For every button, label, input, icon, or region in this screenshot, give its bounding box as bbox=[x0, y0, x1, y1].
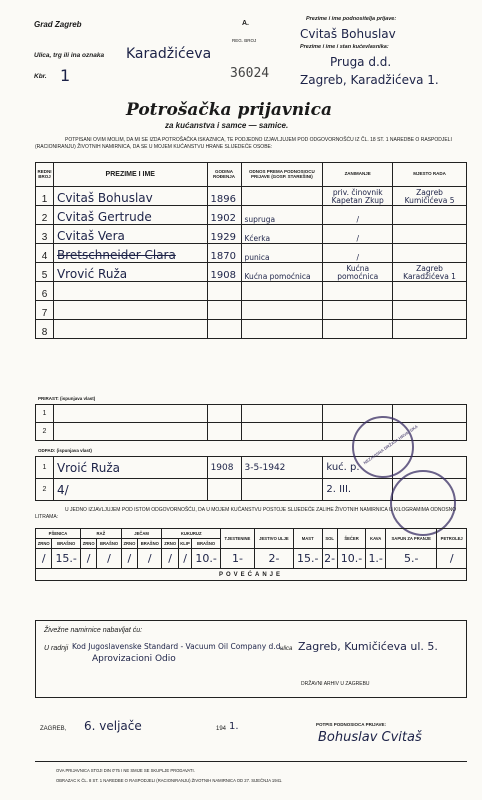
food-value: / bbox=[97, 549, 121, 569]
person-row bbox=[36, 282, 467, 301]
person-row bbox=[36, 320, 467, 339]
odpad-date: 3-5-1942 bbox=[241, 457, 323, 479]
prirast-row-number: 1 bbox=[36, 405, 54, 423]
person-relation: supruga bbox=[241, 206, 323, 225]
food-value: / bbox=[178, 549, 191, 569]
person-number: 6 bbox=[36, 282, 54, 301]
col-header-year: GODINA ROĐENJA bbox=[207, 163, 241, 187]
reg-label: REG. BROJ bbox=[232, 38, 257, 43]
col-header-name: PREZIME I IME bbox=[53, 163, 207, 187]
shop-label: U radnji bbox=[44, 645, 69, 652]
food-sub-header: KLIP bbox=[178, 539, 191, 549]
street-label: Ulica, trg ili ina oznaka bbox=[34, 52, 105, 59]
odpad-row-number: 2 bbox=[36, 479, 54, 501]
odpad-label: ODPAD: (ispunjava vlast) bbox=[38, 448, 92, 453]
owner-address: Zagreb, Karadžićeva 1. bbox=[300, 73, 439, 87]
food-value: / bbox=[162, 549, 178, 569]
person-number: 5 bbox=[36, 263, 54, 282]
street-value: Karadžićeva bbox=[126, 46, 212, 62]
person-occupation: / bbox=[323, 225, 393, 244]
odpad-row-number: 1 bbox=[36, 457, 54, 479]
food-value: 2- bbox=[322, 549, 337, 569]
person-workplace: Zagreb Karadžićeva 1 bbox=[393, 263, 467, 282]
intro-text: POTPISANI OVIM MOLIM, DA MI SE IZDA POTROŠAČKA ISKAZNICA, TE PODJEDNO IZJAVLJUJEM POD ODGOVORNOŠĆU IZ ČL. 18 ST. 1 NAREDBE O RASPODJELI (RACIONIRANJU) ŽIVOTNIH NAMIRNICA, DA SE U MOJEM KUĆANSTVU HRANE SLIJEDEĆE OSOBE: bbox=[35, 137, 452, 150]
food-value: 2- bbox=[255, 549, 294, 569]
supplier-street-label: ulica bbox=[280, 646, 293, 652]
food-sub-header: ZRNO bbox=[162, 539, 178, 549]
person-workplace bbox=[393, 282, 467, 301]
owner-value: Pruga d.d. bbox=[330, 55, 392, 69]
persons-table bbox=[35, 162, 467, 339]
person-birth-year: 1902 bbox=[207, 206, 241, 225]
person-birth-year: 1929 bbox=[207, 225, 241, 244]
person-name: Vrović Ruža bbox=[53, 263, 207, 282]
food-group-header: RAŽ bbox=[80, 529, 121, 539]
food-group-header: JESTIVO ULJE bbox=[255, 529, 294, 549]
city-label: Grad Zagreb bbox=[34, 20, 82, 29]
person-birth-year: 1870 bbox=[207, 244, 241, 263]
food-value: / bbox=[36, 549, 52, 569]
food-group-header: KAVA bbox=[366, 529, 386, 549]
form-title: Potrošačka prijavnica bbox=[126, 100, 332, 120]
submitter-value: Cvitaš Bohuslav bbox=[300, 27, 396, 41]
food-value: / bbox=[121, 549, 137, 569]
person-relation: punica bbox=[241, 244, 323, 263]
food-group-header: JEČAM bbox=[121, 529, 162, 539]
person-workplace bbox=[393, 244, 467, 263]
person-birth-year bbox=[207, 301, 241, 320]
footer-divider bbox=[35, 761, 467, 762]
food-group-header: KUKURUZ bbox=[162, 529, 220, 539]
odpad-note-2: 2. III. bbox=[323, 479, 393, 501]
kbr-value: 1 bbox=[60, 66, 71, 85]
person-number: 2 bbox=[36, 206, 54, 225]
statement-text: U JEDNO IZJAVLJUJEM POD ISTOM ODGOVORNOŠĆU, DA U MOJEM KUĆANSTVU POSTOJE SLIJEDEĆE ZALIHE ŽIVOTNIH NAMIRNICA U KILOGRAMIMA ODNOSNO LITRAMA: bbox=[35, 507, 457, 520]
food-sub-header: BRAŠNO bbox=[192, 539, 221, 549]
footer-note-1: OVA PRIJAVNICA STOJI DIN 0'75 I NE SMIJE SE SKUPLJE PRODAVATI. bbox=[56, 768, 195, 773]
col-header-number: REDNI BROJ bbox=[36, 163, 54, 187]
shop-value: Kod Jugoslavenske Standard - Vacuum Oil Company d.d. bbox=[72, 642, 283, 651]
footer-note-2: OBRAZAC K ČL. 8 ST. 1 NAREDBE O RASPODJELI (RACIONIRANJU) ŽIVOTNIH NAMIRNICA OD 27. SIJEČNJA 1941. bbox=[56, 778, 283, 783]
submitter-label: Prezime i ime podnositelja prijave: bbox=[306, 16, 397, 22]
person-number: 1 bbox=[36, 187, 54, 206]
food-value: 15.- bbox=[293, 549, 322, 569]
food-value: 10.- bbox=[337, 549, 366, 569]
person-name: Cvitaš Gertrude bbox=[53, 206, 207, 225]
supplier-label: Živežne namirnice nabavljat ću: bbox=[44, 627, 143, 634]
official-stamp bbox=[352, 416, 419, 478]
footer-date: 6. veljače bbox=[84, 719, 142, 733]
food-value: / bbox=[138, 549, 162, 569]
person-relation bbox=[241, 320, 323, 339]
person-occupation bbox=[323, 282, 393, 301]
food-table bbox=[35, 528, 467, 581]
person-relation bbox=[241, 187, 323, 206]
food-value: 1- bbox=[220, 549, 254, 569]
person-workplace bbox=[393, 320, 467, 339]
supplier-box bbox=[35, 620, 467, 698]
food-sub-header: BRAŠNO bbox=[138, 539, 162, 549]
stamp-text: NEZAVISNA DRŽAVA HRVATSKA bbox=[362, 423, 419, 466]
food-sub-header: ZRNO bbox=[36, 539, 52, 549]
person-relation: Kućna pomoćnica bbox=[241, 263, 323, 282]
person-birth-year: 1908 bbox=[207, 263, 241, 282]
person-workplace bbox=[393, 225, 467, 244]
person-occupation: / bbox=[323, 206, 393, 225]
food-group-header: PETROLEJ bbox=[437, 529, 467, 549]
food-sub-header: ZRNO bbox=[80, 539, 96, 549]
person-workplace bbox=[393, 301, 467, 320]
person-name bbox=[53, 320, 207, 339]
person-row bbox=[36, 263, 467, 282]
person-relation bbox=[241, 301, 323, 320]
footer-year: 194 bbox=[216, 726, 227, 732]
prirast-row-number: 2 bbox=[36, 423, 54, 441]
person-row bbox=[36, 244, 467, 263]
person-workplace bbox=[393, 206, 467, 225]
prirast-label: PRIRAST: (ispunjava vlast) bbox=[38, 396, 96, 401]
food-group-header: SAPUN ZA PRANJE bbox=[386, 529, 437, 549]
food-footer: POVEĆANJE bbox=[36, 569, 467, 581]
col-header-workplace: MJESTO RADA bbox=[393, 163, 467, 187]
person-number: 3 bbox=[36, 225, 54, 244]
person-row bbox=[36, 206, 467, 225]
person-row bbox=[36, 225, 467, 244]
food-group-header: TJESTENINE bbox=[220, 529, 254, 549]
person-occupation: priv. činovnik Kapetan Zkup bbox=[323, 187, 393, 206]
person-workplace: Zagreb Kumičićeva 5 bbox=[393, 187, 467, 206]
form-subtitle: za kućanstva i samce — samice. bbox=[165, 121, 289, 130]
food-group-header: MAST bbox=[293, 529, 322, 549]
person-birth-year bbox=[207, 320, 241, 339]
col-header-occupation: ZANIMANJE bbox=[323, 163, 393, 187]
odpad-year: 1908 bbox=[207, 457, 241, 479]
food-value: 10.- bbox=[192, 549, 221, 569]
shop-value-2: Aprovizacioni Odio bbox=[92, 654, 176, 664]
person-name bbox=[53, 282, 207, 301]
person-birth-year bbox=[207, 282, 241, 301]
person-name: Cvitaš Bohuslav bbox=[53, 187, 207, 206]
odpad-name-2: 4/ bbox=[53, 479, 207, 501]
food-value: 15.- bbox=[52, 549, 81, 569]
odpad-note: kuć. p. bbox=[323, 457, 393, 479]
person-name: Cvitaš Vera bbox=[53, 225, 207, 244]
person-occupation: Kućna pomoćnica bbox=[323, 263, 393, 282]
person-occupation: / bbox=[323, 244, 393, 263]
person-number: 4 bbox=[36, 244, 54, 263]
person-name: Bretschneider Clara bbox=[53, 244, 207, 263]
person-number: 7 bbox=[36, 301, 54, 320]
footer-city: ZAGREB, bbox=[40, 726, 67, 732]
letter-mark: A. bbox=[242, 20, 249, 27]
food-sub-header: ZRNO bbox=[121, 539, 137, 549]
official-stamp-2 bbox=[390, 470, 456, 536]
odpad-name: Vroić Ruža bbox=[53, 457, 207, 479]
person-relation bbox=[241, 282, 323, 301]
food-value: / bbox=[437, 549, 467, 569]
supplier-street-value: Zagreb, Kumičićeva ul. 5. bbox=[298, 640, 438, 653]
person-relation: Kćerka bbox=[241, 225, 323, 244]
kbr-label: Kbr. bbox=[34, 73, 47, 80]
person-occupation bbox=[323, 301, 393, 320]
archive-mark: DRŽAVNI ARHIV U ZAGREBU bbox=[301, 681, 370, 687]
person-occupation bbox=[323, 320, 393, 339]
food-group-header: SOL bbox=[322, 529, 337, 549]
food-group-header: PŠENICA bbox=[36, 529, 81, 539]
person-birth-year: 1896 bbox=[207, 187, 241, 206]
food-value: 1.- bbox=[366, 549, 386, 569]
food-sub-header: BRAŠNO bbox=[97, 539, 121, 549]
owner-label: Prezime i ime i stan kućevlasnika: bbox=[300, 44, 389, 50]
food-value: / bbox=[80, 549, 96, 569]
col-header-relation: ODNOS PREMA PODNOSIOCU PRIJAVE (GOSP. STAREŠINI) bbox=[241, 163, 323, 187]
food-group-header: ŠEĆER bbox=[337, 529, 366, 549]
person-name bbox=[53, 301, 207, 320]
person-row bbox=[36, 301, 467, 320]
food-value: 5.- bbox=[386, 549, 437, 569]
person-number: 8 bbox=[36, 320, 54, 339]
footer-year-suffix: 1. bbox=[229, 721, 239, 732]
food-sub-header: BRAŠNO bbox=[52, 539, 81, 549]
person-row bbox=[36, 187, 467, 206]
reg-value: 36024 bbox=[230, 66, 270, 81]
signature: Bohuslav Cvitaš bbox=[318, 730, 422, 745]
signature-label: POTPIS PODNOSIOCA PRIJAVE: bbox=[316, 722, 387, 727]
